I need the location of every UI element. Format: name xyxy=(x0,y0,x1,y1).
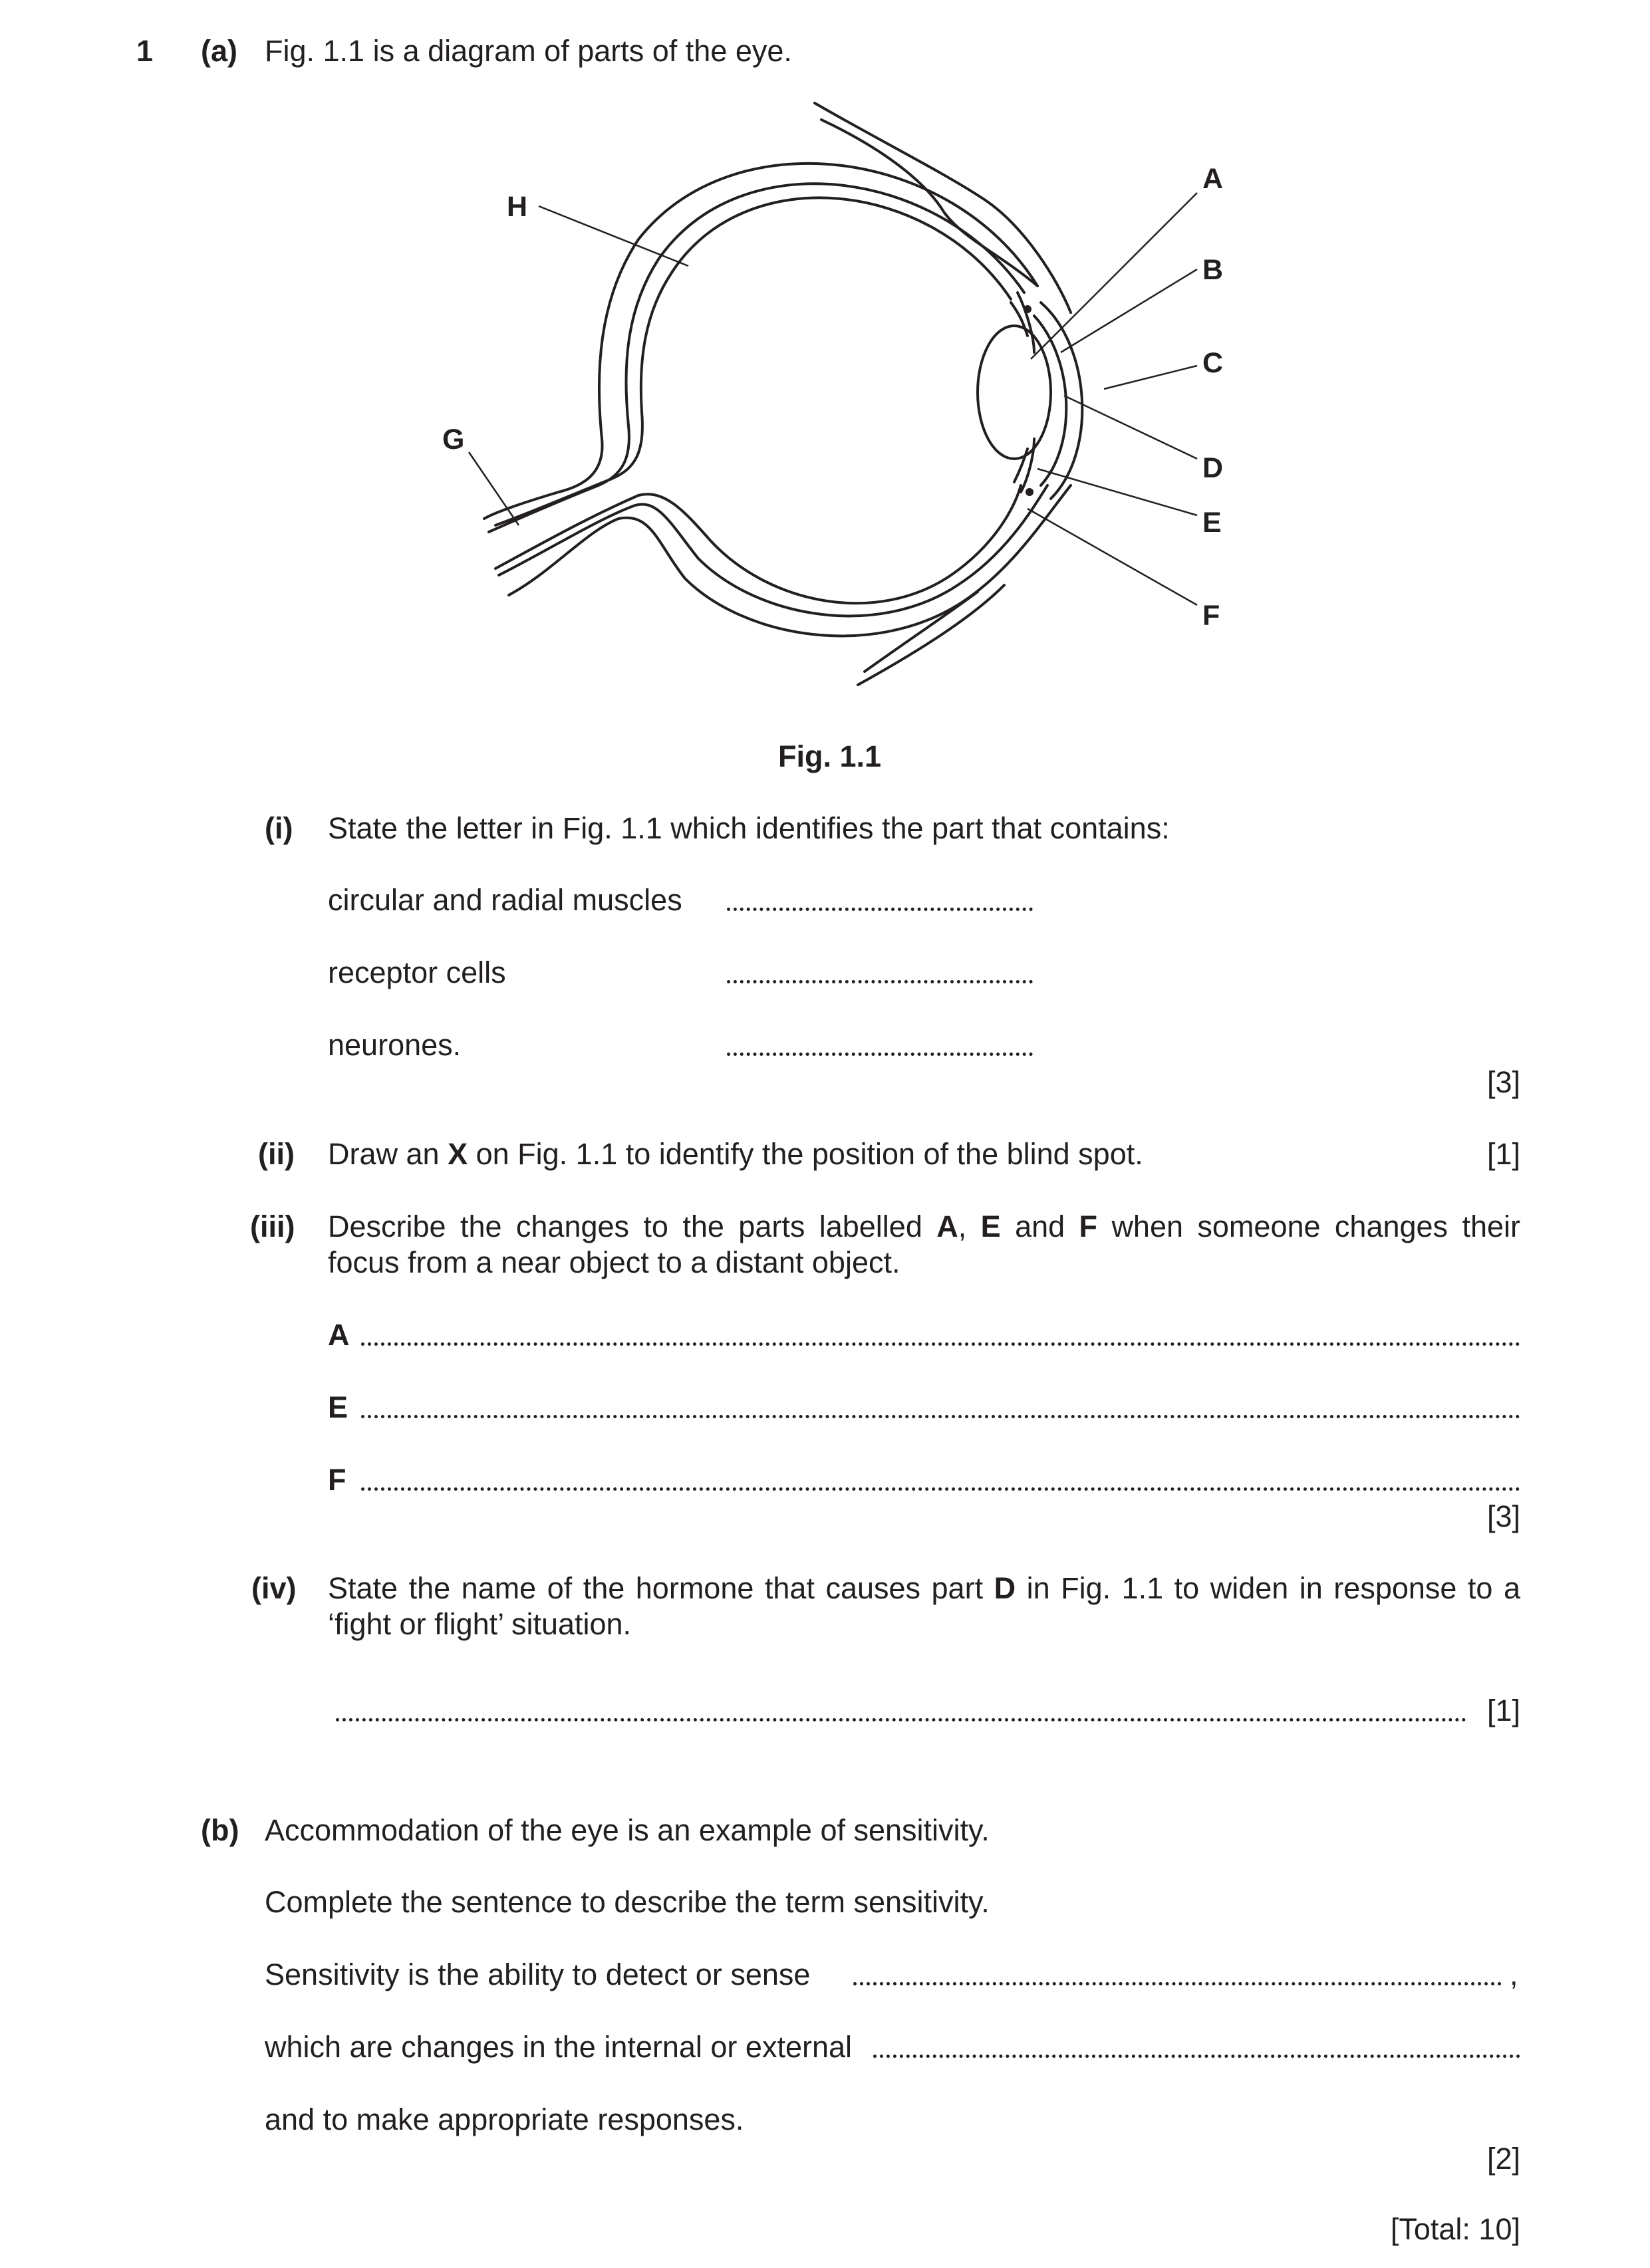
marks-iii: [3] xyxy=(1486,1499,1520,1533)
sub-iii-line1: Describe the changes to the parts labelled A, E and F when someone changes their xyxy=(328,1209,1520,1243)
ciliary-lower xyxy=(1014,449,1028,482)
suspensory-dot-lower xyxy=(1026,488,1033,496)
sub-iv-line1: State the name of the hormone that causes part D in Fig. 1.1 to widen in response to a xyxy=(328,1571,1520,1605)
marks-b: [2] xyxy=(1486,2142,1520,2176)
figure-caption: Fig. 1.1 xyxy=(778,739,882,773)
label-A: A xyxy=(1202,163,1224,195)
retina xyxy=(495,197,1011,525)
eye-diagram xyxy=(442,93,1264,725)
label-B: B xyxy=(1202,254,1224,286)
label-H: H xyxy=(507,191,528,223)
choroid xyxy=(489,184,1024,532)
retina-lower xyxy=(495,485,1021,603)
total-marks: [Total: 10] xyxy=(1390,2212,1520,2246)
answer-line-muscles[interactable] xyxy=(727,908,1033,911)
part-a-intro: Fig. 1.1 is a diagram of parts of the eye. xyxy=(265,34,792,68)
sub-iv-label: (iv) xyxy=(251,1571,297,1605)
answer-line-receptor[interactable] xyxy=(727,980,1033,983)
sub-ii-label: (ii) xyxy=(258,1137,295,1171)
label-G: G xyxy=(442,424,465,455)
answer-line-F[interactable] xyxy=(361,1487,1520,1491)
upper-eyelid-inner xyxy=(821,120,1037,286)
sub-ii-text: Draw an X on Fig. 1.1 to identify the position of the blind spot. xyxy=(328,1137,1143,1171)
part-b-line2: Complete the sentence to describe the term sensitivity. xyxy=(265,1885,990,1919)
suspensory-dot-upper xyxy=(1024,305,1031,313)
answer-line-iv[interactable] xyxy=(336,1718,1466,1721)
question-number: 1 xyxy=(136,34,154,68)
sub-i-label: (i) xyxy=(265,811,293,845)
choroid-lower xyxy=(499,485,1047,616)
sclera-outer-lower xyxy=(509,485,1071,636)
label-F: F xyxy=(1202,600,1220,632)
sub-iii-line2: focus from a near object to a distant object. xyxy=(328,1245,900,1279)
part-b-label: (b) xyxy=(201,1813,239,1847)
answer-line-b2[interactable] xyxy=(873,2055,1520,2058)
answer-line-neurones[interactable] xyxy=(727,1053,1033,1056)
sentence2: which are changes in the internal or external xyxy=(265,2030,853,2064)
sentence1-end: , xyxy=(1510,1957,1518,1991)
answer-label-A: A xyxy=(328,1318,350,1352)
item-receptor: receptor cells xyxy=(328,955,506,989)
label-E: E xyxy=(1202,507,1222,539)
sentence1: Sensitivity is the ability to detect or sense xyxy=(265,1957,811,1991)
label-C: C xyxy=(1202,347,1224,379)
sub-iv-line2: ‘fight or flight’ situation. xyxy=(328,1607,632,1641)
answer-line-E[interactable] xyxy=(361,1415,1520,1418)
sentence3: and to make appropriate responses. xyxy=(265,2102,744,2136)
marks-iv: [1] xyxy=(1486,1694,1520,1727)
answer-label-E: E xyxy=(328,1390,348,1424)
answer-line-A[interactable] xyxy=(361,1342,1520,1346)
label-D: D xyxy=(1202,452,1224,484)
part-b-line1: Accommodation of the eye is an example of sensitivity. xyxy=(265,1813,990,1847)
marks-i: [3] xyxy=(1486,1065,1520,1099)
iris-upper xyxy=(1018,293,1034,352)
sub-i-prompt: State the letter in Fig. 1.1 which identifies the part that contains: xyxy=(328,811,1170,845)
marks-ii: [1] xyxy=(1486,1137,1520,1171)
answer-line-b1[interactable] xyxy=(853,1982,1502,1985)
lens xyxy=(978,326,1051,459)
item-muscles: circular and radial muscles xyxy=(328,883,682,917)
sub-iii-label: (iii) xyxy=(250,1209,295,1243)
answer-label-F: F xyxy=(328,1463,346,1497)
part-a-label: (a) xyxy=(201,34,237,68)
item-neurones: neurones. xyxy=(328,1028,462,1062)
